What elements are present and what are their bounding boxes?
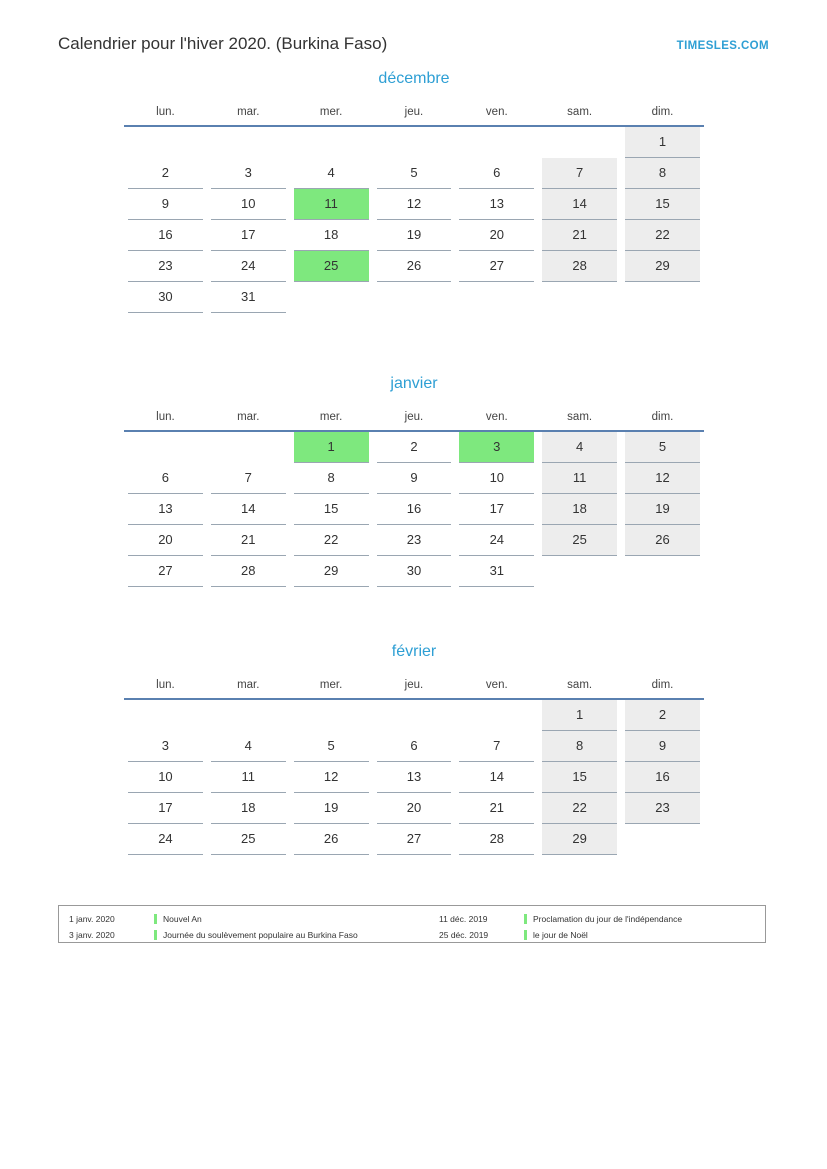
day-number: 28 [542, 251, 617, 282]
day-number: 28 [459, 824, 534, 855]
day-number: 29 [625, 251, 700, 282]
weekday-header: mer. [290, 102, 373, 126]
day-cell[interactable] [290, 158, 373, 189]
day-cell-empty [207, 431, 290, 463]
day-number: 2 [128, 158, 203, 189]
legend-entry [69, 930, 439, 940]
day-cell[interactable] [455, 158, 538, 189]
weekday-header: dim. [621, 675, 704, 699]
holiday-color-swatch-icon [524, 914, 527, 924]
day-number [294, 701, 369, 731]
day-cell[interactable] [124, 251, 207, 282]
day-cell[interactable] [621, 431, 704, 463]
weekday-header: lun. [124, 675, 207, 699]
day-cell[interactable] [124, 463, 207, 494]
day-cell[interactable] [124, 525, 207, 556]
day-cell[interactable] [124, 762, 207, 793]
day-cell[interactable] [290, 556, 373, 587]
day-cell[interactable] [207, 556, 290, 587]
day-number: 15 [542, 762, 617, 793]
day-number [128, 128, 203, 158]
legend-row [69, 928, 755, 941]
weekday-header: dim. [621, 407, 704, 431]
day-number: 29 [542, 824, 617, 855]
day-number: 7 [211, 463, 286, 494]
day-cell[interactable] [373, 494, 456, 525]
site-brand[interactable]: TIMESLES.COM [676, 40, 769, 52]
month-block-fevrier [124, 643, 704, 855]
day-number: 13 [128, 494, 203, 525]
day-cell[interactable] [207, 251, 290, 282]
day-number: 8 [625, 158, 700, 189]
day-cell[interactable] [621, 494, 704, 525]
day-number [294, 283, 369, 313]
day-number: 5 [625, 432, 700, 463]
legend-entry [439, 914, 682, 924]
day-cell[interactable] [621, 699, 704, 731]
day-number: 10 [128, 762, 203, 793]
day-number: 30 [128, 282, 203, 313]
day-cell[interactable] [207, 463, 290, 494]
legend-entry [439, 930, 588, 940]
weekday-header: lun. [124, 407, 207, 431]
day-number: 3 [211, 158, 286, 189]
day-number: 11 [294, 189, 369, 220]
month-title: février [391, 643, 437, 660]
day-cell[interactable] [455, 762, 538, 793]
day-cell[interactable] [373, 731, 456, 762]
day-number: 19 [294, 793, 369, 824]
day-cell[interactable] [373, 556, 456, 587]
day-cell[interactable] [538, 793, 621, 824]
month-title: janvier [390, 375, 438, 392]
day-number: 28 [211, 556, 286, 587]
day-number: 16 [128, 220, 203, 251]
day-cell[interactable] [455, 463, 538, 494]
legend-date: 11 déc. 2019 [439, 913, 488, 924]
day-number: 23 [377, 525, 452, 556]
day-number: 19 [377, 220, 452, 251]
day-number [459, 128, 534, 158]
day-cell[interactable] [290, 251, 373, 282]
week-row [124, 762, 704, 793]
day-cell[interactable] [207, 282, 290, 313]
day-cell[interactable] [290, 189, 373, 220]
legend-row [69, 912, 755, 925]
day-cell[interactable] [207, 525, 290, 556]
week-row [124, 126, 704, 158]
month-grid [124, 407, 704, 587]
legend-label: Journée du soulèvement populaire au Burkina Faso [163, 929, 358, 940]
day-number: 21 [211, 525, 286, 556]
day-number: 12 [377, 189, 452, 220]
week-row [124, 220, 704, 251]
day-cell[interactable] [621, 251, 704, 282]
day-number: 17 [128, 793, 203, 824]
day-cell[interactable] [207, 494, 290, 525]
day-cell[interactable] [373, 525, 456, 556]
day-cell[interactable] [207, 189, 290, 220]
day-cell[interactable] [538, 431, 621, 463]
day-cell[interactable] [290, 525, 373, 556]
day-cell[interactable] [621, 731, 704, 762]
day-number: 31 [459, 556, 534, 587]
legend-date: 25 déc. 2019 [439, 929, 489, 940]
day-cell[interactable] [538, 158, 621, 189]
day-number [625, 557, 700, 587]
weekday-header: sam. [538, 407, 621, 431]
legend-date: 3 janv. 2020 [69, 929, 115, 940]
day-number: 3 [128, 731, 203, 762]
day-cell-empty [207, 126, 290, 158]
day-number: 15 [625, 189, 700, 220]
week-row [124, 793, 704, 824]
day-number: 6 [128, 463, 203, 494]
day-number: 12 [294, 762, 369, 793]
day-number: 13 [377, 762, 452, 793]
week-row [124, 189, 704, 220]
day-number [459, 283, 534, 313]
day-number: 9 [377, 463, 452, 494]
day-number [211, 701, 286, 731]
day-cell[interactable] [621, 463, 704, 494]
day-cell[interactable] [621, 189, 704, 220]
day-number: 3 [459, 432, 534, 463]
month-block-janvier [124, 375, 704, 587]
day-number: 11 [542, 463, 617, 494]
day-cell[interactable] [538, 525, 621, 556]
day-number: 21 [459, 793, 534, 824]
weekday-header: ven. [455, 407, 538, 431]
day-cell[interactable] [124, 189, 207, 220]
day-cell[interactable] [455, 431, 538, 463]
day-cell-empty [621, 824, 704, 855]
day-cell[interactable] [455, 220, 538, 251]
day-cell-empty [538, 282, 621, 313]
day-number [542, 557, 617, 587]
day-cell[interactable] [290, 463, 373, 494]
day-number: 24 [459, 525, 534, 556]
day-number: 23 [625, 793, 700, 824]
day-cell[interactable] [207, 220, 290, 251]
day-cell[interactable] [207, 158, 290, 189]
day-cell[interactable] [621, 525, 704, 556]
day-number [211, 128, 286, 158]
day-number: 4 [294, 158, 369, 189]
day-cell[interactable] [290, 762, 373, 793]
day-number: 4 [542, 432, 617, 463]
day-number: 19 [625, 494, 700, 525]
day-number: 10 [459, 463, 534, 494]
day-number: 25 [211, 824, 286, 855]
weekday-header: dim. [621, 102, 704, 126]
holiday-legend [58, 905, 766, 943]
holiday-color-swatch-icon [154, 930, 157, 940]
holiday-color-swatch-icon [154, 914, 157, 924]
day-cell[interactable] [373, 463, 456, 494]
page-header [0, 18, 827, 54]
month-grid [124, 675, 704, 855]
legend-entry [69, 914, 439, 924]
weekday-header-row [124, 675, 704, 699]
day-number: 7 [542, 158, 617, 189]
legend-label: le jour de Noël [533, 929, 588, 940]
day-cell[interactable] [538, 762, 621, 793]
day-cell-empty [124, 699, 207, 731]
day-cell[interactable] [373, 189, 456, 220]
day-cell[interactable] [455, 556, 538, 587]
day-number [377, 128, 452, 158]
month-block-decembre [124, 70, 704, 313]
day-number: 5 [377, 158, 452, 189]
day-cell-empty [538, 556, 621, 587]
day-cell[interactable] [538, 463, 621, 494]
day-cell[interactable] [455, 731, 538, 762]
day-cell[interactable] [538, 494, 621, 525]
day-cell[interactable] [207, 731, 290, 762]
day-cell[interactable] [124, 158, 207, 189]
weekday-header: mar. [207, 102, 290, 126]
day-cell[interactable] [124, 282, 207, 313]
day-number: 14 [542, 189, 617, 220]
day-cell[interactable] [373, 251, 456, 282]
day-number: 25 [542, 525, 617, 556]
day-number: 24 [128, 824, 203, 855]
day-cell[interactable] [538, 220, 621, 251]
day-number: 18 [542, 494, 617, 525]
week-row [124, 158, 704, 189]
weekday-header: jeu. [373, 675, 456, 699]
month-title: décembre [378, 70, 450, 87]
day-cell[interactable] [373, 793, 456, 824]
day-number [211, 433, 286, 463]
day-number: 17 [459, 494, 534, 525]
day-number: 8 [294, 463, 369, 494]
weekday-header: jeu. [373, 407, 456, 431]
day-number: 20 [459, 220, 534, 251]
day-number: 26 [625, 525, 700, 556]
day-number: 15 [294, 494, 369, 525]
day-cell-empty [373, 699, 456, 731]
day-cell[interactable] [124, 793, 207, 824]
week-row [124, 431, 704, 463]
day-number [377, 701, 452, 731]
day-cell[interactable] [124, 731, 207, 762]
day-cell[interactable] [124, 220, 207, 251]
day-cell-empty [621, 282, 704, 313]
day-number: 16 [625, 762, 700, 793]
day-cell-empty [538, 126, 621, 158]
day-number [128, 701, 203, 731]
weekday-header: jeu. [373, 102, 456, 126]
day-number: 22 [542, 793, 617, 824]
week-row [124, 282, 704, 313]
day-cell[interactable] [538, 699, 621, 731]
day-cell[interactable] [290, 220, 373, 251]
day-number: 20 [128, 525, 203, 556]
day-number [377, 283, 452, 313]
day-cell[interactable] [290, 494, 373, 525]
day-number: 2 [625, 700, 700, 731]
week-row [124, 824, 704, 855]
day-number: 25 [294, 251, 369, 282]
page-title: Calendrier pour l'hiver 2020. (Burkina Faso) [58, 34, 388, 53]
day-cell[interactable] [538, 189, 621, 220]
weekday-header: mar. [207, 407, 290, 431]
weekday-header: sam. [538, 675, 621, 699]
day-cell[interactable] [290, 431, 373, 463]
day-number: 21 [542, 220, 617, 251]
day-number: 14 [459, 762, 534, 793]
weekday-header-row [124, 407, 704, 431]
day-number [459, 701, 534, 731]
week-row [124, 463, 704, 494]
day-cell-empty [290, 282, 373, 313]
day-cell[interactable] [124, 824, 207, 855]
legend-date: 1 janv. 2020 [69, 913, 115, 924]
legend-label: Proclamation du jour de l'indépendance [533, 913, 683, 924]
week-row [124, 251, 704, 282]
day-cell[interactable] [538, 731, 621, 762]
day-number [294, 128, 369, 158]
day-cell-empty [290, 699, 373, 731]
weekday-header: ven. [455, 102, 538, 126]
day-cell[interactable] [455, 793, 538, 824]
day-cell-empty [373, 126, 456, 158]
day-number: 6 [377, 731, 452, 762]
day-number [542, 283, 617, 313]
day-cell[interactable] [124, 556, 207, 587]
day-number [128, 433, 203, 463]
weekday-header-row [124, 102, 704, 126]
day-number: 22 [625, 220, 700, 251]
day-number: 12 [625, 463, 700, 494]
day-number: 18 [211, 793, 286, 824]
day-number: 29 [294, 556, 369, 587]
day-number: 27 [128, 556, 203, 587]
holiday-color-swatch-icon [524, 930, 527, 940]
day-cell[interactable] [373, 824, 456, 855]
day-number [625, 825, 700, 855]
day-number: 6 [459, 158, 534, 189]
day-number: 14 [211, 494, 286, 525]
week-row [124, 525, 704, 556]
day-cell[interactable] [290, 824, 373, 855]
day-number: 17 [211, 220, 286, 251]
weekday-header: lun. [124, 102, 207, 126]
month-grid [124, 102, 704, 313]
legend-label: Nouvel An [163, 913, 202, 924]
day-number: 5 [294, 731, 369, 762]
day-number: 16 [377, 494, 452, 525]
day-number: 30 [377, 556, 452, 587]
weekday-header: mar. [207, 675, 290, 699]
day-cell-empty [455, 282, 538, 313]
day-number: 23 [128, 251, 203, 282]
day-number: 27 [377, 824, 452, 855]
day-cell-empty [455, 126, 538, 158]
day-cell[interactable] [124, 494, 207, 525]
day-cell-empty [455, 699, 538, 731]
day-number: 9 [625, 731, 700, 762]
day-number: 1 [625, 127, 700, 158]
day-cell[interactable] [621, 762, 704, 793]
week-row [124, 731, 704, 762]
day-number: 26 [377, 251, 452, 282]
day-cell[interactable] [455, 824, 538, 855]
day-number: 2 [377, 432, 452, 463]
day-cell[interactable] [455, 189, 538, 220]
day-cell-empty [290, 126, 373, 158]
day-cell[interactable] [538, 251, 621, 282]
day-cell[interactable] [455, 494, 538, 525]
day-cell[interactable] [207, 824, 290, 855]
day-cell[interactable] [621, 220, 704, 251]
day-number: 26 [294, 824, 369, 855]
week-row [124, 494, 704, 525]
day-number: 31 [211, 282, 286, 313]
month-table-holder [124, 675, 704, 855]
day-number: 1 [294, 432, 369, 463]
day-number: 27 [459, 251, 534, 282]
day-cell[interactable] [373, 220, 456, 251]
day-cell[interactable] [290, 731, 373, 762]
day-cell[interactable] [207, 793, 290, 824]
day-cell-empty [621, 556, 704, 587]
day-number: 24 [211, 251, 286, 282]
day-cell[interactable] [621, 793, 704, 824]
day-cell[interactable] [290, 793, 373, 824]
day-number [542, 128, 617, 158]
day-cell[interactable] [538, 824, 621, 855]
week-row [124, 699, 704, 731]
month-table-holder [124, 407, 704, 587]
day-number: 1 [542, 700, 617, 731]
month-table-holder [124, 102, 704, 313]
day-number: 11 [211, 762, 286, 793]
weekday-header: ven. [455, 675, 538, 699]
day-cell[interactable] [455, 525, 538, 556]
day-number: 4 [211, 731, 286, 762]
day-cell-empty [373, 282, 456, 313]
weekday-header: mer. [290, 675, 373, 699]
day-cell[interactable] [621, 158, 704, 189]
day-number: 22 [294, 525, 369, 556]
day-number: 20 [377, 793, 452, 824]
day-cell[interactable] [621, 126, 704, 158]
weekday-header: mer. [290, 407, 373, 431]
day-cell-empty [124, 126, 207, 158]
day-cell-empty [124, 431, 207, 463]
day-cell[interactable] [207, 762, 290, 793]
week-row [124, 556, 704, 587]
day-number [625, 283, 700, 313]
day-cell-empty [207, 699, 290, 731]
day-number: 8 [542, 731, 617, 762]
weekday-header: sam. [538, 102, 621, 126]
day-number: 10 [211, 189, 286, 220]
day-number: 13 [459, 189, 534, 220]
day-cell[interactable] [455, 251, 538, 282]
day-cell[interactable] [373, 762, 456, 793]
day-number: 9 [128, 189, 203, 220]
day-cell[interactable] [373, 431, 456, 463]
day-number: 18 [294, 220, 369, 251]
day-cell[interactable] [373, 158, 456, 189]
day-number: 7 [459, 731, 534, 762]
